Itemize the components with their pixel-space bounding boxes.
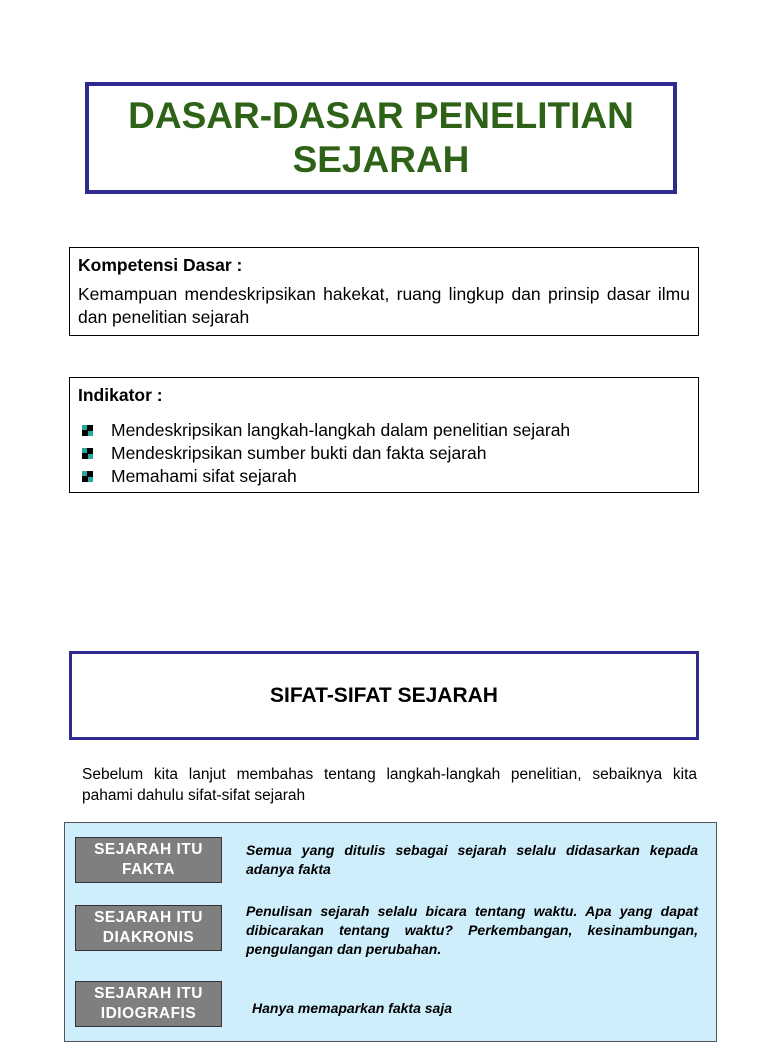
indikator-box (69, 377, 699, 493)
property-label: SEJARAH ITU DIAKRONIS (75, 905, 222, 951)
square-bullet-icon (82, 448, 93, 459)
square-bullet-icon (82, 425, 93, 436)
list-item-text: Mendeskripsikan sumber bukti dan fakta sejarah (111, 443, 487, 463)
list-item (78, 419, 690, 442)
section-title: SIFAT-SIFAT SEJARAH (270, 683, 498, 707)
property-label: SEJARAH ITU IDIOGRAFIS (75, 981, 222, 1027)
kompetensi-heading: Kompetensi Dasar : (78, 255, 243, 275)
title-box (85, 82, 677, 194)
property-description: Penulisan sejarah selalu bicara tentang waktu. Apa yang dapat dibicarakan tentang waktu? Perkembangan, kesinambungan, pengulangan dan perubahan. (246, 903, 698, 957)
list-item (78, 465, 690, 488)
indikator-heading: Indikator : (78, 385, 163, 405)
list-item-text: Mendeskripsikan langkah-langkah dalam penelitian sejarah (111, 420, 571, 440)
indikator-list (78, 419, 690, 488)
list-item-text: Memahami sifat sejarah (111, 466, 297, 486)
intro-paragraph: Sebelum kita lanjut membahas tentang langkah-langkah penelitian, sebaiknya kita pahami dahulu sifat-sifat sejarah (82, 766, 697, 804)
page-title: DASAR-DASAR PENELITIAN SEJARAH (128, 95, 634, 180)
properties-panel (64, 822, 717, 1042)
kompetensi-box (69, 247, 699, 336)
list-item (78, 442, 690, 465)
square-bullet-icon (82, 471, 93, 482)
kompetensi-text: Kemampuan mendeskripsikan hakekat, ruang lingkup dan prinsip dasar ilmu dan penelitian sejarah (78, 284, 690, 327)
section-title-box (69, 651, 699, 740)
property-label: SEJARAH ITU FAKTA (75, 837, 222, 883)
property-description: Hanya memaparkan fakta saja (252, 1000, 452, 1016)
property-description: Semua yang ditulis sebagai sejarah selalu didasarkan kepada adanya fakta (246, 842, 698, 877)
